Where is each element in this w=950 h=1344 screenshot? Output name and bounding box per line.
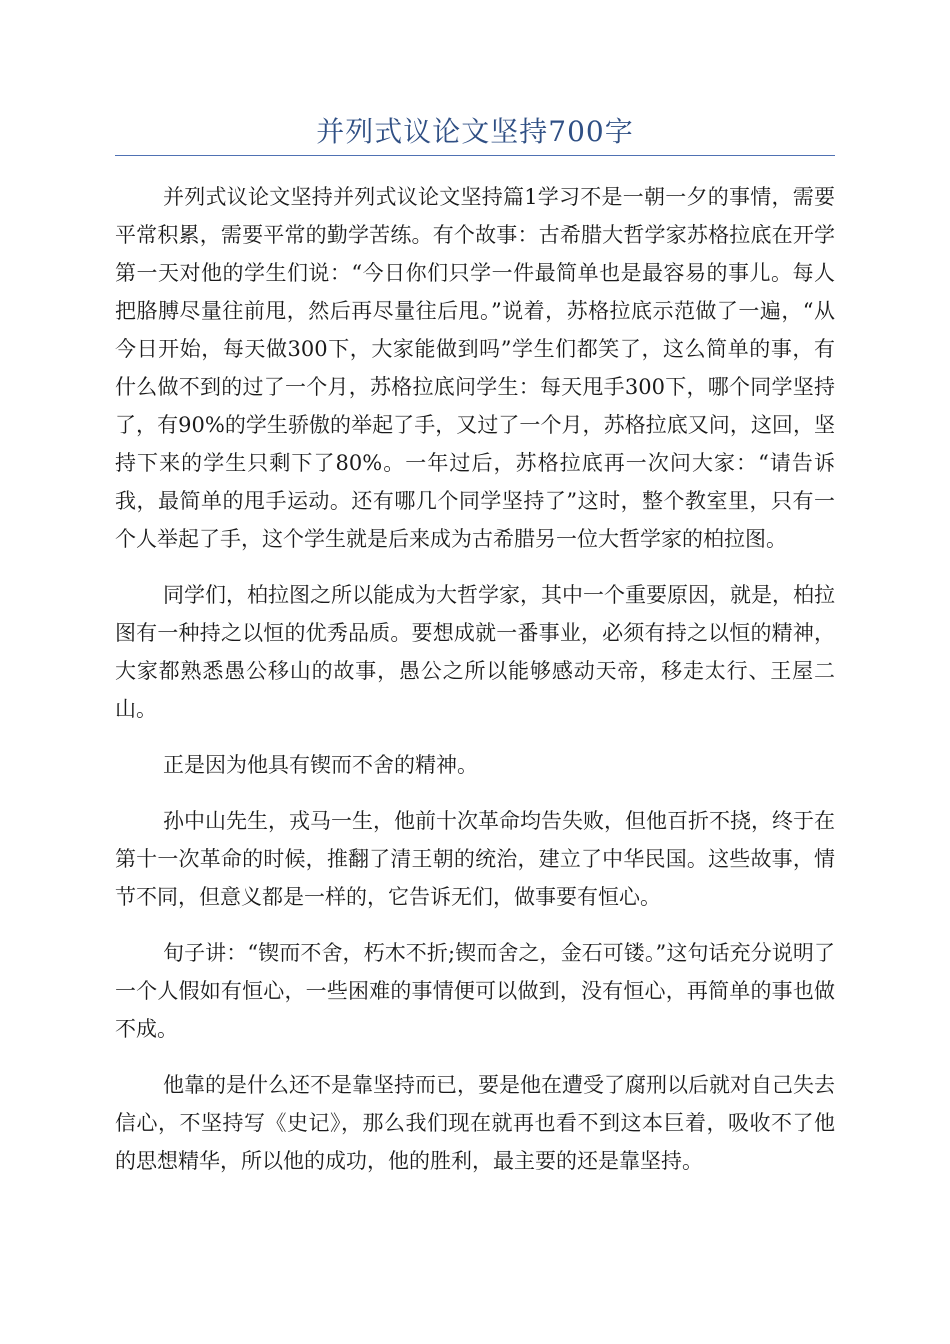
paragraph-3: 正是因为他具有锲而不舍的精神。 xyxy=(163,753,478,777)
page-title: 并列式议论文坚持700字 xyxy=(316,115,634,148)
paragraph-1: 并列式议论文坚持并列式议论文坚持篇1学习不是一朝一夕的事情，需要平常积累，需要平常的勤学苦练。有个故事：古希腊大哲学家苏格拉底在开学第一天对他的学生们说：“今日你们只学一件最简单也是最容易的事儿。每人把胳膊尽量往前甩，然后再尽量往后甩。”说着，苏格拉底示范做了一遍，“从今日开始，每天做300下，大家能做到吗”学生们都笑了，这么简单的事，有什么做不到的过了一个月，苏格拉底问学生：每天甩手300下，哪个同学坚持了，有90%的学生骄傲的举起了手，又过了一个月，苏格拉底又问，这回，坚持下来的学生只剩下了80%。一年过后，苏格拉底再一次问大家：“请告诉我，最简单的甩手运动。还有哪几个同学坚持了”这时，整个教室里，只有一个人举起了手，这个学生就是后来成为古希腊另一位大哲学家的柏拉图。 xyxy=(115,185,835,551)
paragraph-2: 同学们，柏拉图之所以能成为大哲学家，其中一个重要原因，就是，柏拉图有一种持之以恒的优秀品质。要想成就一番事业，必须有持之以恒的精神，大家都熟悉愚公移山的故事，愚公之所以能够感动天帝，移走太行、王屋二山。 xyxy=(115,583,835,721)
title-underline xyxy=(115,155,835,156)
document-body xyxy=(115,178,835,1198)
paragraph-6: 他靠的是什么还不是靠坚持而已，要是他在遭受了腐刑以后就对自己失去信心，不坚持写《史记》，那么我们现在就再也看不到这本巨着，吸收不了他的思想精华，所以他的成功，他的胜利，最主要的还是靠坚持。 xyxy=(115,1073,835,1173)
paragraph-5: 旬子讲：“锲而不舍，朽木不折;锲而舍之，金石可镂。”这句话充分说明了一个人假如有恒心，一些困难的事情便可以做到，没有恒心，再简单的事也做不成。 xyxy=(115,941,835,1041)
paragraph-4: 孙中山先生，戎马一生，他前十次革命均告失败，但他百折不挠，终于在第十一次革命的时候，推翻了清王朝的统治，建立了中华民国。这些故事，情节不同，但意义都是一样的，它告诉无们，做事要有恒心。 xyxy=(115,809,835,909)
